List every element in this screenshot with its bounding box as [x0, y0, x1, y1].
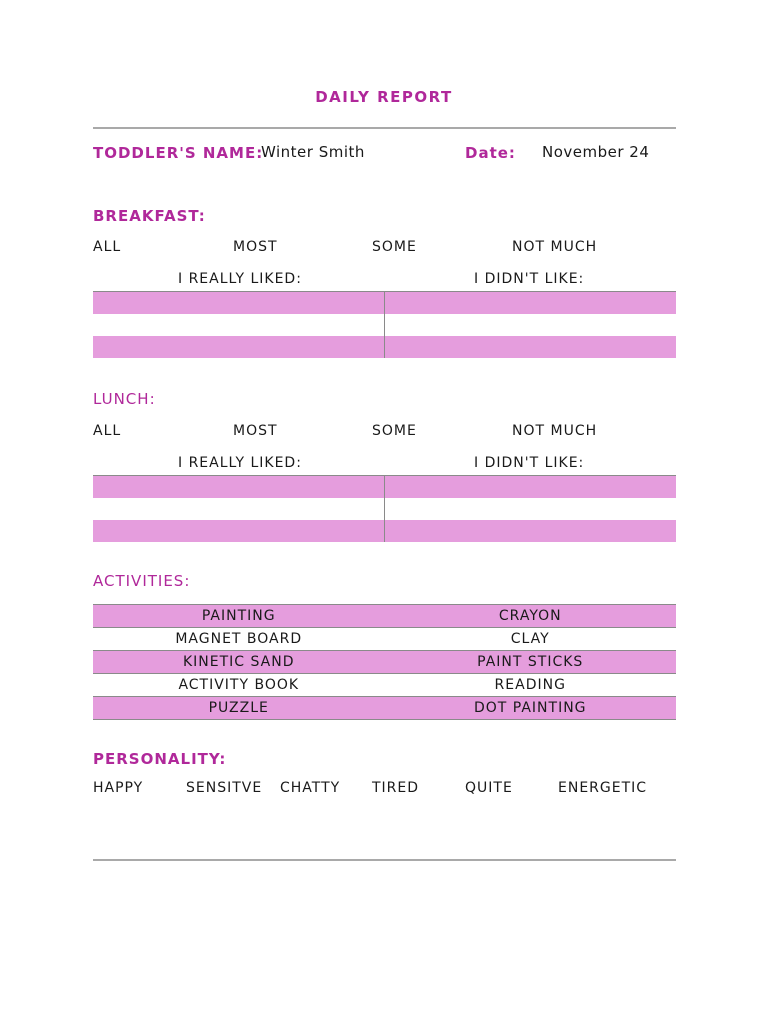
- activity-item[interactable]: PAINT STICKS: [477, 654, 584, 670]
- lunch-liked-cell[interactable]: [93, 498, 385, 520]
- lunch-disliked-cell[interactable]: [385, 476, 677, 498]
- activity-row: [93, 628, 676, 651]
- breakfast-notes-table: [93, 291, 676, 358]
- personality-option-happy[interactable]: HAPPY: [93, 780, 144, 796]
- breakfast-liked-cell[interactable]: [93, 314, 385, 336]
- activity-row: [93, 651, 676, 674]
- personality-heading: PERSONALITY:: [93, 750, 227, 768]
- header-divider: [93, 127, 676, 129]
- footer-divider: [93, 859, 676, 861]
- breakfast-liked-label: I REALLY LIKED:: [178, 271, 302, 287]
- lunch-option-all: ALL: [93, 423, 122, 439]
- lunch-liked-cell[interactable]: [93, 476, 385, 498]
- breakfast-option-not-much: NOT MUCH: [512, 239, 598, 255]
- activity-row: [93, 605, 676, 628]
- toddler-name-label: TODDLER'S NAME:: [93, 144, 264, 162]
- breakfast-notes-row: [93, 336, 676, 358]
- breakfast-notes-row: [93, 314, 676, 336]
- personality-option-sensitive[interactable]: SENSITVE: [186, 780, 263, 796]
- lunch-heading: LUNCH:: [93, 390, 156, 408]
- lunch-notes-row: [93, 520, 676, 542]
- lunch-disliked-cell[interactable]: [385, 498, 677, 520]
- breakfast-liked-cell[interactable]: [93, 336, 385, 358]
- lunch-option-not-much: NOT MUCH: [512, 423, 598, 439]
- lunch-disliked-cell[interactable]: [385, 520, 677, 542]
- breakfast-liked-cell[interactable]: [93, 292, 385, 314]
- date-label: Date:: [465, 144, 516, 162]
- activity-item[interactable]: MAGNET BOARD: [175, 631, 303, 647]
- lunch-notes-row: [93, 498, 676, 520]
- activities-heading: ACTIVITIES:: [93, 572, 191, 590]
- lunch-disliked-label: I DIDN'T LIKE:: [474, 455, 585, 471]
- breakfast-disliked-cell[interactable]: [385, 292, 677, 314]
- personality-option-tired[interactable]: TIRED: [372, 780, 420, 796]
- activity-item[interactable]: CLAY: [510, 631, 550, 647]
- activity-item[interactable]: PUZZLE: [208, 700, 269, 716]
- personality-option-energetic[interactable]: ENERGETIC: [558, 780, 648, 796]
- breakfast-disliked-cell[interactable]: [385, 336, 677, 358]
- breakfast-notes-row: [93, 292, 676, 314]
- activity-row: [93, 674, 676, 697]
- breakfast-option-all: ALL: [93, 239, 122, 255]
- activity-item[interactable]: DOT PAINTING: [473, 700, 587, 716]
- breakfast-option-some: SOME: [372, 239, 417, 255]
- page-title: DAILY REPORT: [315, 88, 453, 106]
- breakfast-disliked-cell[interactable]: [385, 314, 677, 336]
- activity-item[interactable]: PAINTING: [201, 608, 276, 624]
- activity-row: [93, 697, 676, 720]
- activity-item[interactable]: CRAYON: [498, 608, 562, 624]
- activities-table: [93, 604, 676, 720]
- lunch-notes-table: [93, 475, 676, 542]
- breakfast-option-most: MOST: [233, 239, 278, 255]
- date-value: November 24: [542, 143, 650, 161]
- lunch-notes-row: [93, 476, 676, 498]
- activity-item[interactable]: ACTIVITY BOOK: [178, 677, 300, 693]
- lunch-option-most: MOST: [233, 423, 278, 439]
- lunch-option-some: SOME: [372, 423, 417, 439]
- lunch-liked-cell[interactable]: [93, 520, 385, 542]
- activity-item[interactable]: KINETIC SAND: [182, 654, 295, 670]
- lunch-liked-label: I REALLY LIKED:: [178, 455, 302, 471]
- personality-option-chatty[interactable]: CHATTY: [280, 780, 341, 796]
- breakfast-disliked-label: I DIDN'T LIKE:: [474, 271, 585, 287]
- breakfast-heading: BREAKFAST:: [93, 207, 206, 225]
- personality-option-quite[interactable]: QUITE: [465, 780, 513, 796]
- toddler-name-value: Winter Smith: [261, 143, 365, 161]
- activity-item[interactable]: READING: [494, 677, 566, 693]
